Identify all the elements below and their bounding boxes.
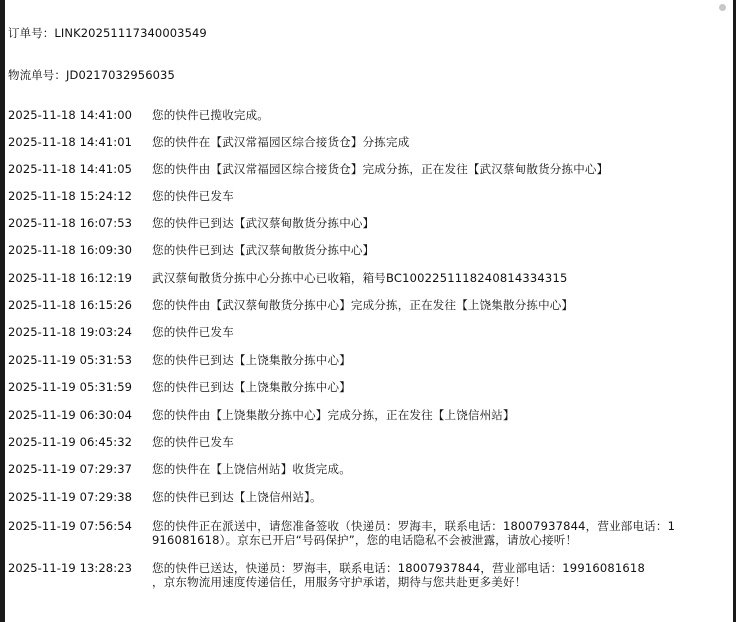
- log-entry-message: 您的快件已送达，快递员：罗海丰，联系电话：18007937844，营业部电话：19916081618: [152, 561, 645, 575]
- log-entry-time: 2025-11-19 07:29:38: [8, 490, 133, 504]
- log-entry-message: 您的快件已发车: [152, 189, 234, 203]
- log-entry-time: 2025-11-19 05:31:53: [8, 353, 133, 367]
- log-entry-time: 2025-11-19 07:56:54: [8, 519, 133, 533]
- log-entry-time: 2025-11-19 13:28:23: [8, 561, 133, 575]
- log-entry-time: 2025-11-18 16:09:30: [8, 243, 133, 257]
- order-number-label: 订单号：: [8, 26, 55, 40]
- log-entry-time: 2025-11-18 19:03:24: [8, 325, 133, 339]
- log-entry-message: 您的快件已到达【武汉蔡甸散货分拣中心】: [152, 243, 375, 257]
- tracking-number-value: JD0217032956035: [66, 68, 175, 82]
- log-entry-time: 2025-11-19 07:29:37: [8, 462, 133, 476]
- order-number-value: LINK20251117340003549: [54, 26, 207, 40]
- log-entry-message: 您的快件由【上饶集散分拣中心】完成分拣，正在发往【上饶信州站】: [152, 408, 515, 422]
- order-number-line: [8, 25, 207, 41]
- log-entry-time: 2025-11-18 15:24:12: [8, 189, 133, 203]
- log-entry-message-continued: ，京东物流用速度传递信任，用服务守护承诺，期待与您共赴更多美好！: [152, 575, 527, 589]
- log-entry-message: 您的快件在【上饶信州站】收货完成。: [152, 462, 351, 476]
- log-entry-time: 2025-11-19 06:45:32: [8, 435, 133, 449]
- log-entry-time: 2025-11-18 14:41:05: [8, 162, 133, 176]
- tracking-number-label: 物流单号：: [8, 68, 66, 82]
- log-entry-time: 2025-11-18 16:07:53: [8, 216, 133, 230]
- tracking-number-line: [8, 67, 175, 83]
- window-left-border: [0, 0, 5, 622]
- corner-indicator: [719, 4, 726, 11]
- log-entry-time: 2025-11-19 06:30:04: [8, 408, 133, 422]
- log-entry-message: 您的快件正在派送中，请您准备签收（快递员：罗海丰，联系电话：18007937844，营业部电话：1: [152, 519, 676, 533]
- log-entry-time: 2025-11-18 16:15:26: [8, 298, 133, 312]
- log-entry-time: 2025-11-19 05:31:59: [8, 380, 133, 394]
- log-entry-message: 您的快件已发车: [152, 435, 234, 449]
- log-entry-message: 您的快件已揽收完成。: [152, 108, 269, 122]
- log-entry-message: 您的快件已到达【上饶集散分拣中心】: [152, 353, 351, 367]
- log-entry-message: 您的快件由【武汉常福园区综合接货仓】完成分拣，正在发往【武汉蔡甸散货分拣中心】: [152, 162, 609, 176]
- log-entry-message: 武汉蔡甸散货分拣中心分拣中心已收箱，箱号BC1002251118240814334315: [152, 271, 568, 285]
- log-entry-message: 您的快件由【武汉蔡甸散货分拣中心】完成分拣，正在发往【上饶集散分拣中心】: [152, 298, 574, 312]
- log-entry-message: 您的快件已发车: [152, 325, 234, 339]
- log-entry-message: 您的快件已到达【上饶集散分拣中心】: [152, 380, 351, 394]
- log-entry-time: 2025-11-18 16:12:19: [8, 271, 133, 285]
- log-entry-message-continued: 916081618）。京东已开启“号码保护”，您的电话隐私不会被泄露，请放心接听！: [152, 533, 578, 547]
- log-entry-time: 2025-11-18 14:41:01: [8, 135, 133, 149]
- log-entry-time: 2025-11-18 14:41:00: [8, 108, 133, 122]
- log-entry-message: 您的快件已到达【上饶信州站】。: [152, 490, 322, 504]
- log-entry-message: 您的快件已到达【武汉蔡甸散货分拣中心】: [152, 216, 375, 230]
- log-entry-message: 您的快件在【武汉常福园区综合接货仓】分拣完成: [152, 135, 410, 149]
